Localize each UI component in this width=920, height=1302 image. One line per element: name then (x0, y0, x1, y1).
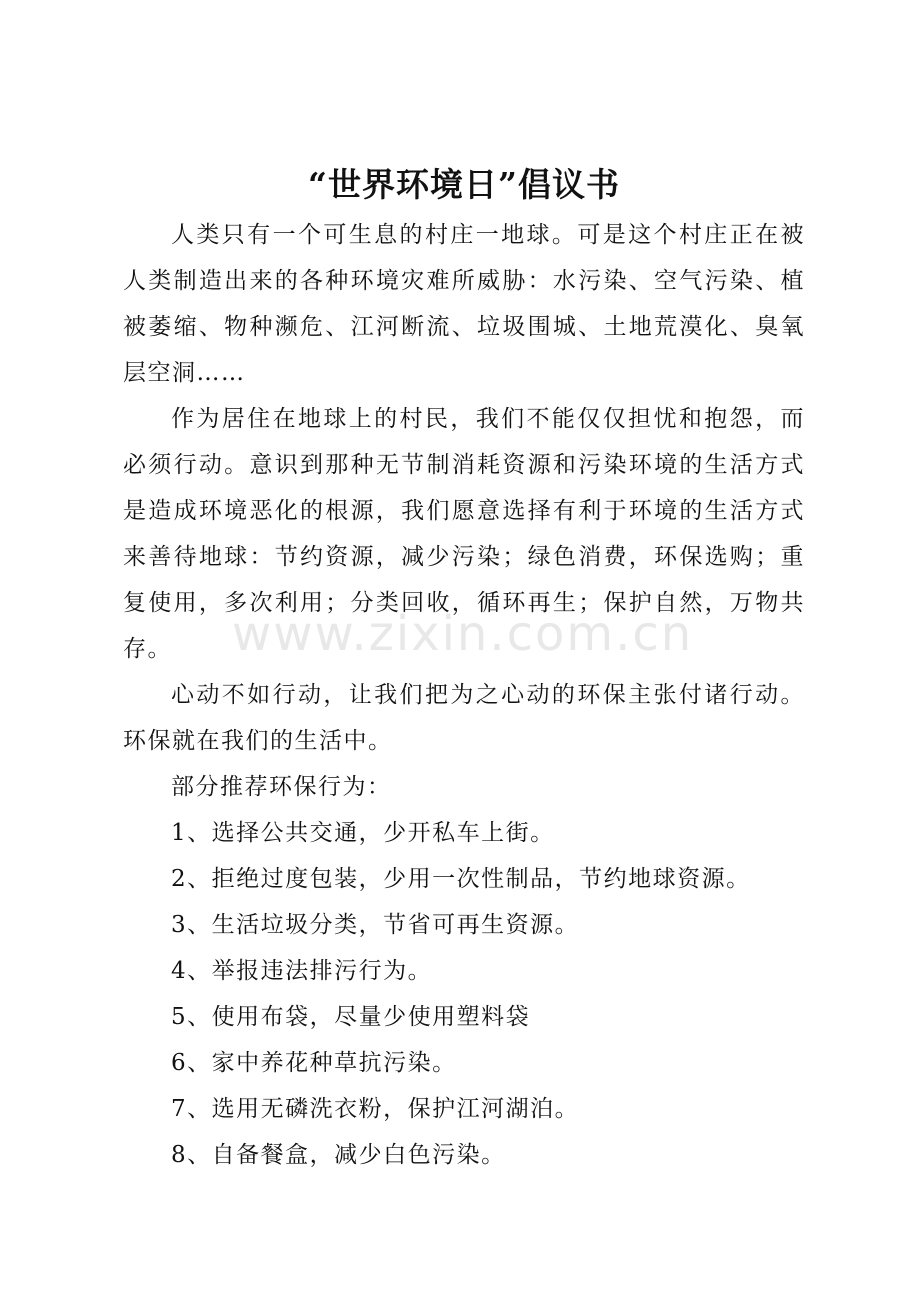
document-page (123, 160, 805, 1178)
list-item: 3、生活垃圾分类，节省可再生资源。 (171, 912, 580, 938)
list-item: 7、选用无磷洗衣粉，保护江河湖泊。 (171, 1096, 580, 1122)
list-item: 6、家中养花种草抗污染。 (171, 1050, 457, 1076)
paragraph-list-heading: 部分推荐环保行为： (171, 774, 392, 800)
paragraph-action: 作为居住在地球上的村民，我们不能仅仅担忧和抱怨，而必须行动。意识到那种无节制消耗资源和污染环境的生活方式是造成环境恶化的根源，我们愿意选择有利于环境的生活方式来善待地球：节约资源，减少污染；绿色消费，环保选购；重复使用，多次利用；分类回收，循环再生；保护自然，万物共存。 (123, 406, 805, 662)
list-item: 5、使用布袋，尽量少使用塑料袋 (171, 1004, 531, 1030)
list-item: 2、拒绝过度包装，少用一次性制品，节约地球资源。 (171, 866, 751, 892)
paragraph-call: 心动不如行动，让我们把为之心动的环保主张付诸行动。环保就在我们的生活中。 (123, 682, 805, 754)
paragraph-intro: 人类只有一个可生息的村庄一地球。可是这个村庄正在被人类制造出来的各种环境灾难所威胁：水污染、空气污染、植被萎缩、物种濒危、江河断流、垃圾围城、土地荒漠化、臭氧层空洞…… (123, 222, 805, 386)
recommended-actions-list (123, 810, 805, 1178)
list-item: 1、选择公共交通，少开私车上街。 (171, 820, 555, 846)
watermark: www.zixin.com.cn (232, 606, 694, 662)
list-item: 4、举报违法排污行为。 (171, 958, 433, 984)
document-title: “世界环境日”倡议书 (308, 165, 620, 204)
list-item: 8、自备餐盒，减少白色污染。 (171, 1142, 506, 1168)
